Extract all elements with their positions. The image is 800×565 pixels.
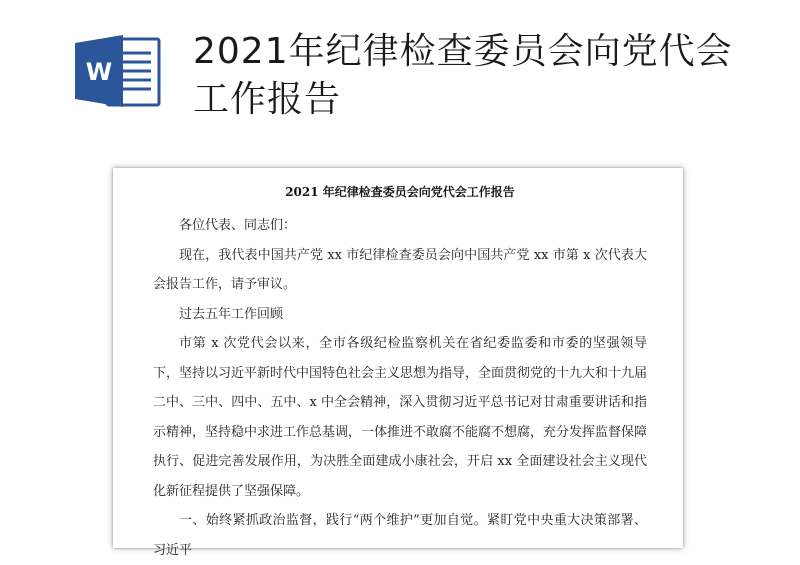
paragraph-review: 市第 x 次党代会以来，全市各级纪检监察机关在省纪委监委和市委的坚强领导下，坚持以习近平新时代中国特色社会主义思想为指导，全面贯彻党的十九大和十九届二中、三中、四中、五中、x 中全会精神，深入贯彻习近平总书记对甘肃重要讲话和指示精神，坚持稳中求进工作总基调，一体推进不敢腐不能腐不想腐，充分发挥监督保障执行、促进完善发展作用，为决胜全面建成小康社会，开启 xx 全面建设社会主义现代化新征程提供了坚强保障。: [153, 336, 648, 499]
page-heading: 2021 年纪律检查委员会向党代会工作报告: [285, 185, 515, 199]
page-content: [153, 182, 647, 565]
paragraph-point-one: 一、始终紧抓政治监督，践行“两个维护”更加自觉。紧盯党中央重大决策部署、习近平: [153, 513, 647, 558]
header: [0, 0, 800, 150]
paragraph-salutation: 各位代表、同志们：: [179, 218, 297, 233]
paragraph-intro: 现在，我代表中国共产党 xx 市纪律检查委员会向中国共产党 xx 市第 x 次代表大会报告工作，请予审议。: [153, 247, 647, 292]
svg-text:W: W: [85, 58, 113, 86]
paragraph-section-title: 过去五年工作回顾: [179, 306, 284, 322]
word-document-icon: [73, 33, 165, 109]
document-page: [113, 168, 683, 558]
document-title: 2021年纪律检查委员会向党代会工作报告: [193, 31, 733, 120]
